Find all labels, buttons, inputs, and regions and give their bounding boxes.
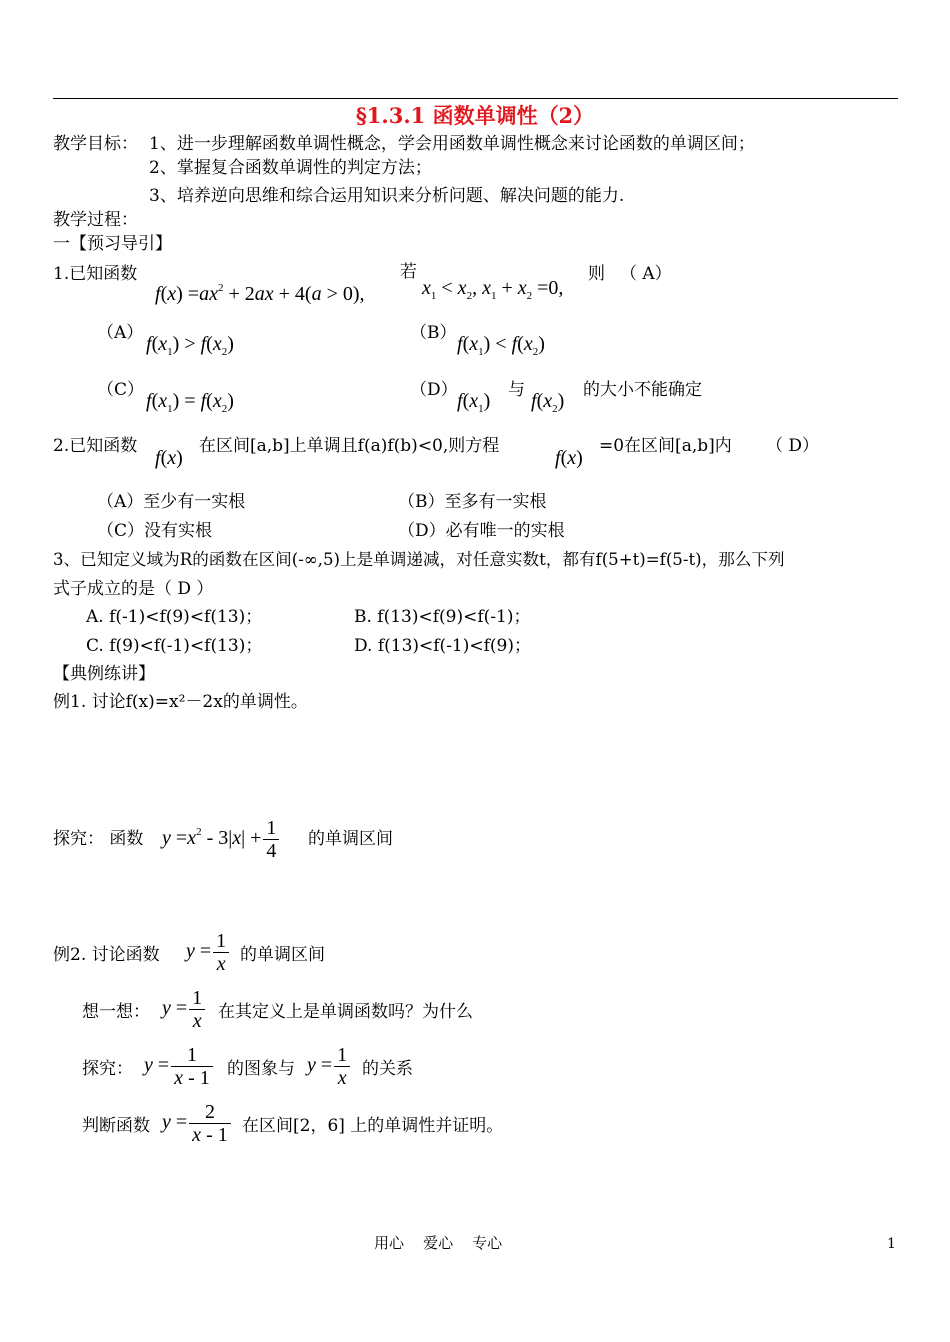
header-rule bbox=[53, 98, 898, 99]
explore-2-formula-1: y = $\frac{1}{x - 1}$ bbox=[144, 1044, 215, 1089]
q1-answer: （ A） bbox=[620, 264, 672, 284]
q1-option-a-formula: $f(x_1) > f(x_2)$ bbox=[146, 333, 234, 358]
example-2-formula: y = $\frac{1}{x}$ bbox=[186, 930, 231, 975]
q2-mid: 在区间[a,b]上单调且f(a)f(b)<0,则方程 bbox=[199, 436, 500, 456]
explore-2-prefix: 探究： bbox=[82, 1059, 133, 1079]
q1-ruo: 若 bbox=[400, 262, 417, 282]
q3-option-d: D. f(13)<f(-1)<f(9)； bbox=[354, 636, 531, 656]
goals-label: 教学目标： bbox=[53, 134, 138, 154]
page-title: §1.3.1 函数单调性（2） bbox=[355, 103, 595, 128]
q1-option-c-label: （C） bbox=[97, 380, 145, 400]
explore-1-label: 探究： 函数 bbox=[53, 829, 144, 849]
q2-tail: =0在区间[a,b]内 bbox=[599, 436, 732, 456]
q2-prefix: 2.已知函数 bbox=[53, 436, 138, 456]
goal-item-1: 1、进一步理解函数单调性概念，学会用函数单调性概念来讨论函数的单调区间； bbox=[149, 134, 755, 154]
footer-text: 用心 爱心 专心 bbox=[374, 1234, 503, 1252]
think-tail: 在其定义上是单调函数吗？为什么 bbox=[218, 1002, 473, 1022]
q3-option-a: A. f(-1)<f(9)<f(13)； bbox=[86, 607, 263, 627]
process-label: 教学过程： bbox=[53, 210, 138, 230]
explore-2-formula-2: y = $\frac{1}{x}$ bbox=[307, 1044, 352, 1089]
judge-formula: y = $\frac{2}{x - 1}$ bbox=[162, 1101, 233, 1146]
q2-answer: （ D） bbox=[766, 436, 820, 456]
explore-2-mid: 的图象与 bbox=[227, 1059, 295, 1079]
judge-prefix: 判断函数 bbox=[82, 1116, 150, 1136]
q3-option-c: C. f(9)<f(-1)<f(13)； bbox=[86, 636, 263, 656]
q1-option-a-label: （A） bbox=[97, 323, 144, 343]
preview-heading: 一【预习导引】 bbox=[53, 234, 172, 254]
q2-option-d: （D）必有唯一的实根 bbox=[398, 521, 565, 541]
q1-option-b-formula: $f(x_1) < f(x_2)$ bbox=[457, 333, 545, 358]
page-number: 1 bbox=[887, 1236, 896, 1252]
goal-item-2: 2、掌握复合函数单调性的判定方法； bbox=[149, 158, 432, 178]
examples-heading: 【典例练讲】 bbox=[53, 664, 155, 684]
example-2-tail: 的单调区间 bbox=[240, 945, 325, 965]
q3-line-2: 式子成立的是（ D ） bbox=[53, 579, 214, 599]
q1-option-d-label: （D） bbox=[410, 380, 458, 400]
q3-option-b: B. f(13)<f(9)<f(-1)； bbox=[354, 607, 531, 627]
goal-item-3: 3、培养逆向思维和综合运用知识来分析问题、解决问题的能力. bbox=[149, 186, 625, 206]
think-prefix: 想一想： bbox=[82, 1002, 150, 1022]
think-formula: y = $\frac{1}{x}$ bbox=[162, 987, 207, 1032]
q1-ze: 则 bbox=[588, 264, 605, 284]
q1-option-d-formula-2: $f(x_2)$ bbox=[531, 390, 565, 415]
q1-prefix: 1.已知函数 bbox=[53, 264, 138, 284]
q3-line-1: 3、已知定义域为R的函数在区间(-∞,5)上是单调递减，对任意实数t，都有f(5+t)=f(5-t)，那么下列 bbox=[53, 550, 785, 569]
q1-option-c-formula: $f(x_1) = f(x_2)$ bbox=[146, 390, 234, 415]
q1-option-d-tail: 的大小不能确定 bbox=[583, 380, 702, 400]
q1-option-b-label: （B） bbox=[410, 323, 457, 343]
q1-function-formula: $f(x) =ax^2 + 2ax + 4(a > 0)$, bbox=[155, 282, 365, 305]
q2-option-a: （A）至少有一实根 bbox=[97, 492, 246, 512]
q2-option-b: （B）至多有一实根 bbox=[398, 492, 547, 512]
q2-option-c: （C）没有实根 bbox=[97, 521, 213, 541]
q2-function-2: f(x) bbox=[555, 447, 583, 469]
q1-option-d-mid: 与 bbox=[508, 380, 525, 400]
example-2-prefix: 例2. 讨论函数 bbox=[53, 945, 160, 965]
explore-2-tail: 的关系 bbox=[362, 1059, 413, 1079]
q1-option-d-formula-1: $f(x_1)$ bbox=[457, 390, 491, 415]
example-1: 例1. 讨论f(x)=x²－2x的单调性。 bbox=[53, 692, 308, 712]
q1-condition-formula: $x_1 < x_2$, $x_1 + x_2 =0$, bbox=[422, 277, 564, 302]
explore-1-formula: $y =x^2 - 3|x|$ + $\frac{1}{4}$ bbox=[162, 817, 281, 862]
q2-function-1: f(x) bbox=[155, 447, 183, 469]
judge-tail: 在区间[2，6] 上的单调性并证明。 bbox=[242, 1116, 504, 1136]
explore-1-tail: 的单调区间 bbox=[308, 829, 393, 849]
